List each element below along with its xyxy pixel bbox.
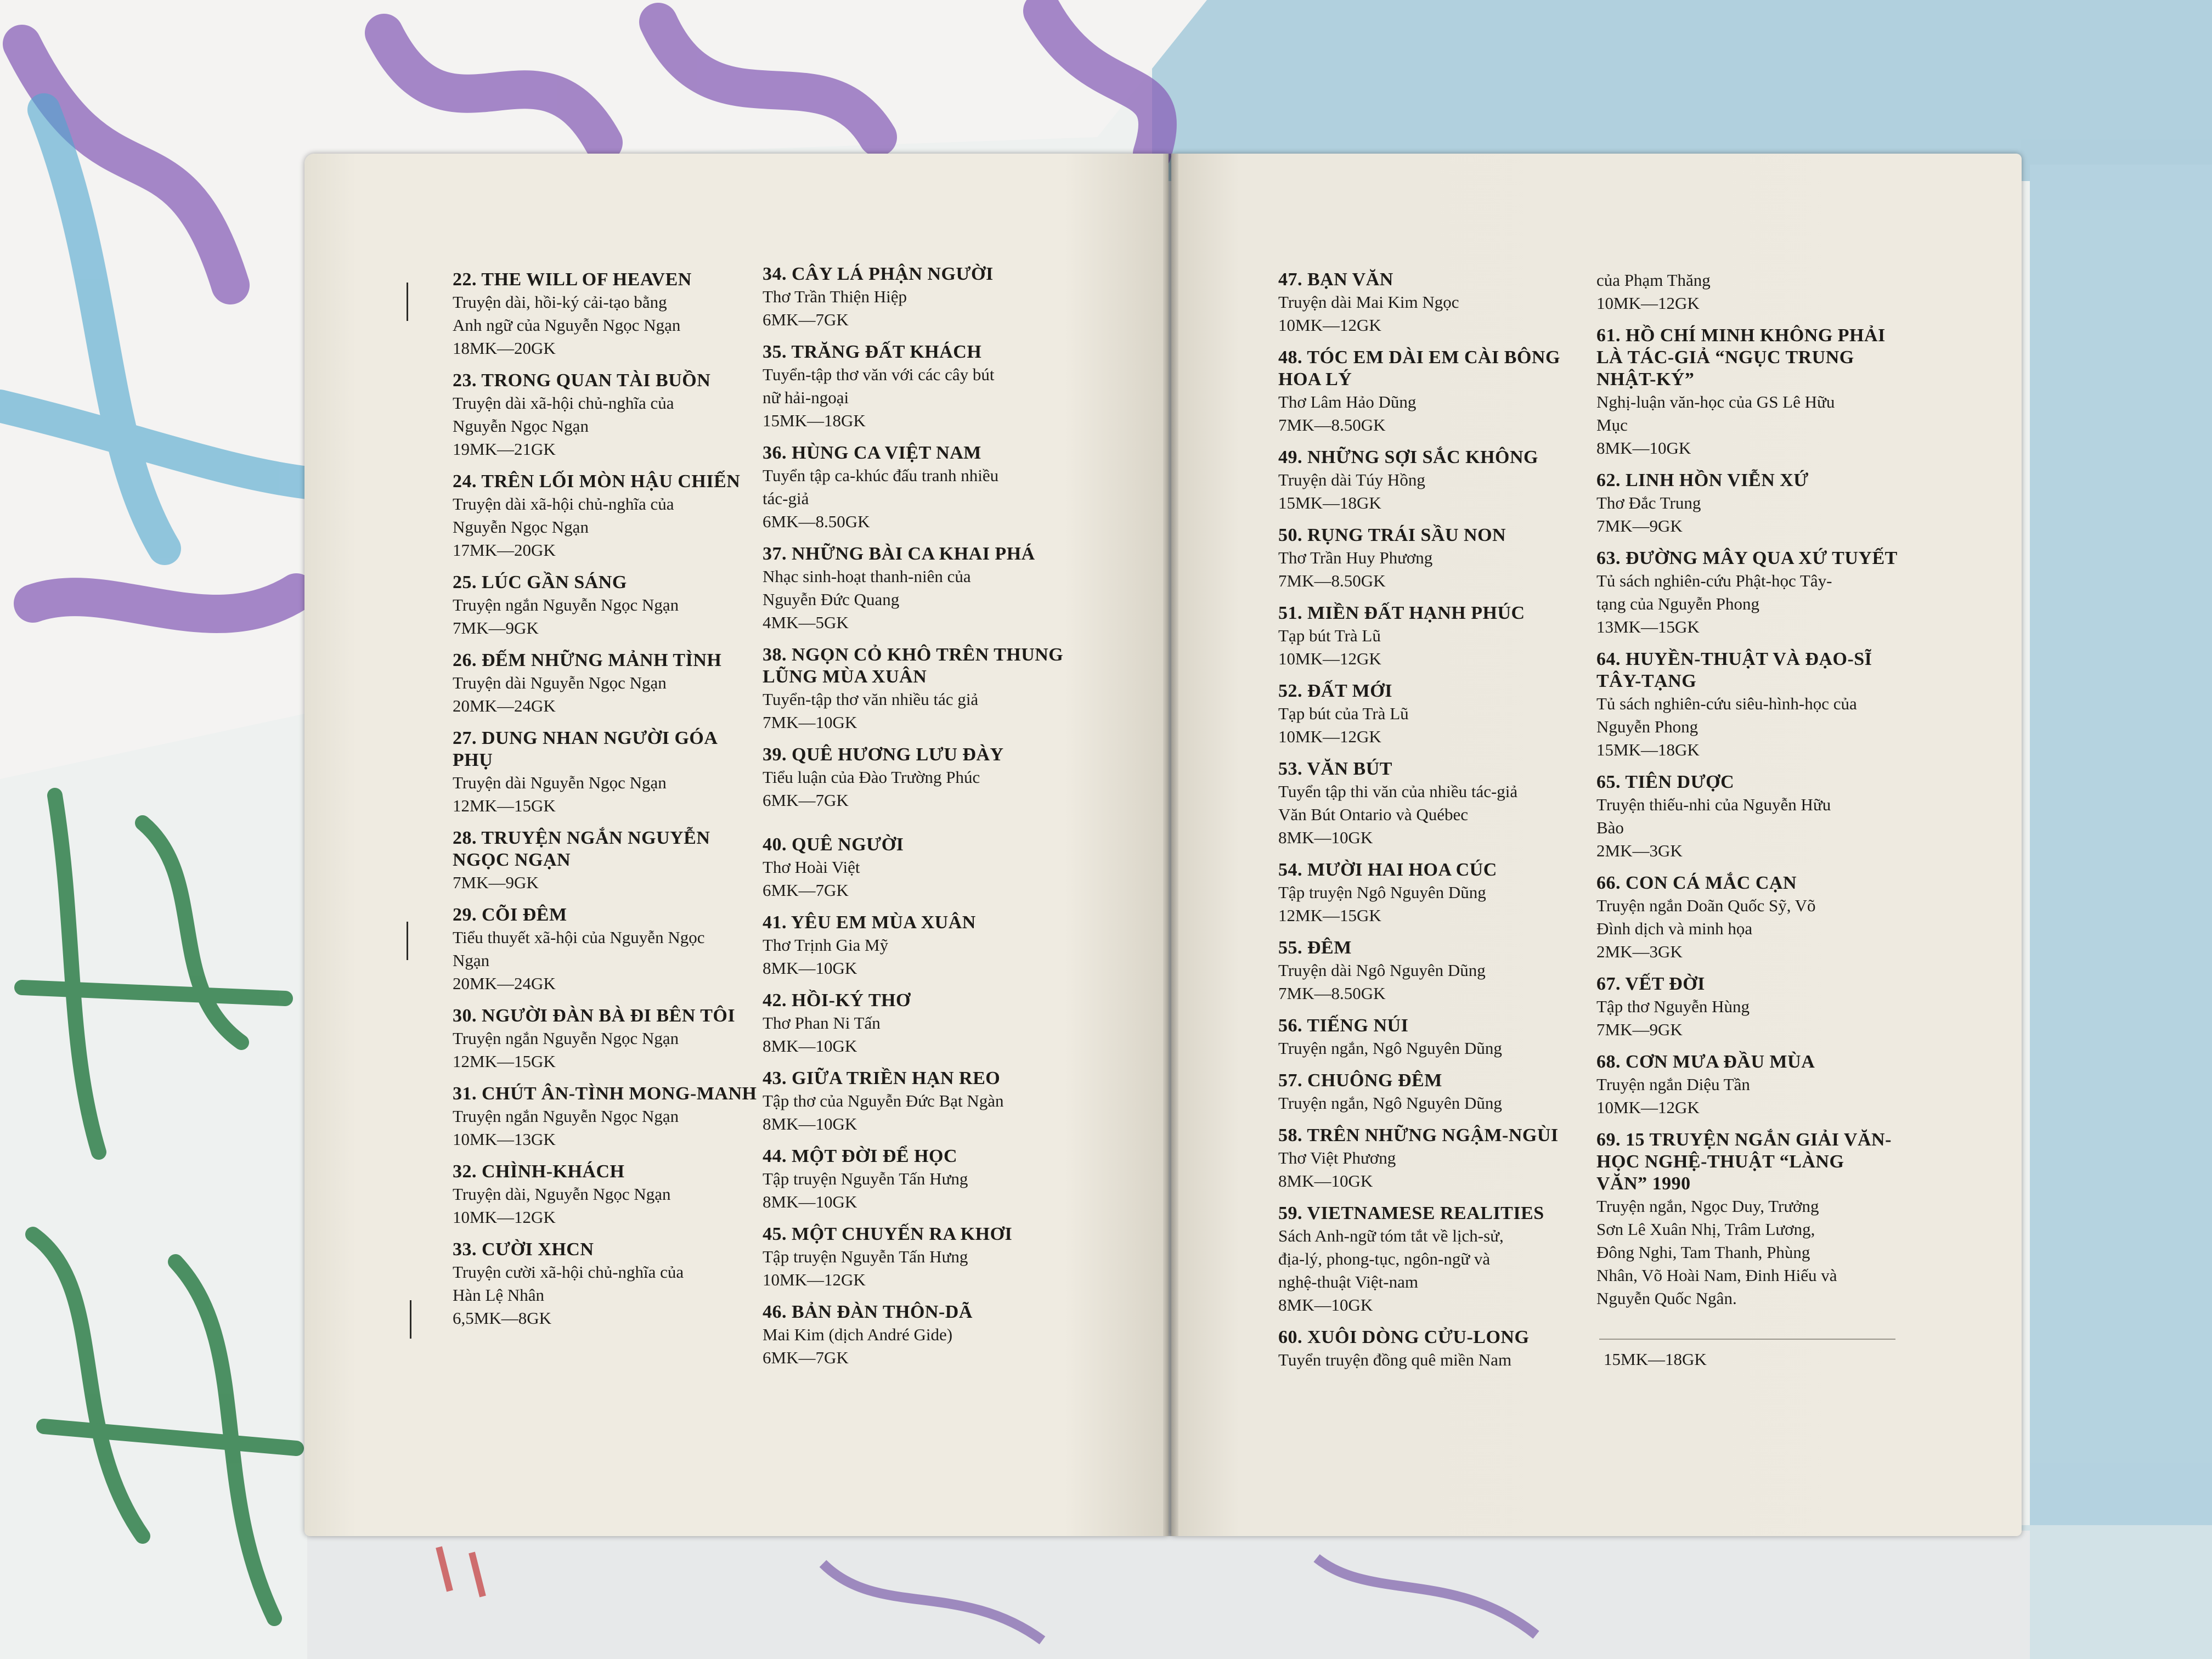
catalog-entry — [1278, 1125, 1585, 1193]
entry-price: 7MK—9GK — [453, 618, 539, 637]
catalog-entry — [1596, 1129, 1898, 1310]
entry-description: Tủ sách nghiên-cứu siêu-hình-học của Nguyễn Phong — [1596, 694, 1857, 736]
catalog-entry — [1596, 1051, 1898, 1119]
divider-rule — [1599, 1339, 1895, 1340]
entry-title: 50. RỤNG TRÁI SẦU NON — [1278, 525, 1506, 545]
entry-price: 13MK—15GK — [1596, 617, 1700, 636]
catalog-entry — [453, 727, 760, 817]
entry-price: 6,5MK—8GK — [453, 1308, 551, 1328]
margin-mark — [407, 922, 408, 960]
entry-price: 7MK—9GK — [453, 873, 539, 892]
entry-price: 10MK—12GK — [763, 1270, 866, 1289]
entry-description: Truyện dài xã-hội chủ-nghĩa của Nguyễn Ngọc Ngạn — [453, 494, 674, 537]
entry-price: 12MK—15GK — [1278, 906, 1381, 925]
catalog-entry — [1278, 602, 1585, 670]
entry-price: 7MK—9GK — [1596, 1020, 1683, 1039]
entry-title: 68. CƠN MƯA ĐẦU MÙA — [1596, 1052, 1815, 1072]
entry-price: 17MK—20GK — [453, 540, 556, 560]
entry-title: 61. HỒ CHÍ MINH KHÔNG PHẢI LÀ TÁC-GIẢ “NGỤC TRUNG NHẬT-KÝ” — [1596, 325, 1886, 390]
entry-title: 32. CHÌNH-KHÁCH — [453, 1161, 625, 1182]
entry-price: 10MK—12GK — [453, 1207, 556, 1227]
entry-price: 10MK—12GK — [1278, 649, 1381, 668]
entry-title: 54. MƯỜI HAI HOA CÚC — [1278, 860, 1497, 880]
entry-description: Truyện dài xã-hội chủ-nghĩa của Nguyễn Ngọc Ngạn — [453, 393, 674, 436]
entry-price: 15MK—18GK — [1596, 740, 1700, 759]
entry-title: 60. XUÔI DÒNG CỬU-LONG — [1278, 1327, 1530, 1347]
entry-title: 49. NHỮNG SỢI SẮC KHÔNG — [1278, 447, 1539, 467]
entry-title: 65. TIÊN DƯỢC — [1596, 772, 1735, 792]
entry-description: Tập truyện Nguyễn Tấn Hưng — [763, 1247, 968, 1266]
entry-price: 8MK—10GK — [1278, 1171, 1373, 1190]
entry-price: 18MK—20GK — [453, 338, 556, 358]
catalog-column-2 — [763, 263, 1081, 1379]
entry-description: Truyện ngắn Nguyễn Ngọc Ngạn — [453, 595, 679, 614]
catalog-entry — [1278, 1015, 1585, 1060]
catalog-entry — [763, 1146, 1081, 1214]
entry-title: 33. CƯỜI XHCN — [453, 1239, 594, 1260]
entry-title: 59. VIETNAMESE REALITIES — [1278, 1203, 1544, 1223]
catalog-entry — [763, 1301, 1081, 1369]
catalog-entry — [453, 1083, 760, 1151]
entry-title: 56. TIẾNG NÚI — [1278, 1015, 1409, 1036]
catalog-entry — [1278, 447, 1585, 515]
entry-title: 24. TRÊN LỐI MÒN HẬU CHIẾN — [453, 471, 741, 492]
entry-title: 47. BẠN VĂN — [1278, 269, 1393, 290]
entry-title: 53. VĂN BÚT — [1278, 759, 1392, 779]
catalog-column-4 — [1596, 269, 1898, 1320]
entry-description: Tuyển-tập thơ văn nhiều tác giả — [763, 690, 979, 709]
entry-description: Tập truyện Nguyễn Tấn Hưng — [763, 1169, 968, 1188]
entry-title: 55. ĐÊM — [1278, 938, 1352, 958]
entry-price: 8MK—10GK — [763, 1114, 857, 1133]
entry-price: 8MK—10GK — [1278, 1295, 1373, 1314]
entry-price: 7MK—8.50GK — [1278, 571, 1386, 590]
catalog-entry — [1596, 771, 1898, 862]
entry-price: 20MK—24GK — [453, 696, 556, 715]
catalog-entry — [763, 990, 1081, 1058]
entry-price: 4MK—5GK — [763, 613, 849, 632]
entry-description: Truyện ngắn, Ngô Nguyên Dũng — [1278, 1093, 1502, 1113]
catalog-entry — [453, 370, 760, 461]
entry-price: 6MK—8.50GK — [763, 512, 870, 531]
entry-title: 69. 15 TRUYỆN NGẮN GIẢI VĂN-HỌC NGHỆ-THUẬT “LÀNG VĂN” 1990 — [1596, 1130, 1892, 1194]
entry-title: 39. QUÊ HƯƠNG LƯU ĐÀY — [763, 744, 1004, 765]
entry-price: 19MK—21GK — [453, 439, 556, 459]
entry-description: Truyện ngắn Doãn Quốc Sỹ, Võ Đình dịch và minh họa — [1596, 896, 1816, 938]
catalog-entry — [1278, 859, 1585, 927]
entry-title: 40. QUÊ NGƯỜI — [763, 834, 904, 855]
entry-price: 15MK—18GK — [763, 411, 866, 430]
entry-title: 48. TÓC EM DÀI EM CÀI BÔNG HOA LÝ — [1278, 347, 1560, 390]
catalog-entry — [1278, 347, 1585, 437]
entry-description: Truyện dài Nguyễn Ngọc Ngạn — [453, 773, 667, 792]
entry-price: 8MK—10GK — [763, 1192, 857, 1211]
entry-description: Tập truyện Ngô Nguyên Dũng — [1278, 883, 1486, 902]
entry-description: Truyện ngắn, Ngọc Duy, Trưởng Sơn Lê Xuân Nhị, Trâm Lương, Đông Nghi, Tam Thanh, Phùng Nhân, Võ Hoài Nam, Đinh Hiếu và Nguyễn Quốc Ngân. — [1596, 1197, 1837, 1308]
entry-title: 52. ĐẤT MỚI — [1278, 681, 1392, 701]
entry-price: 2MK—3GK — [1596, 841, 1683, 860]
catalog-entry — [763, 834, 1081, 902]
entry-title: 64. HUYỀN-THUẬT VÀ ĐẠO-SĨ TÂY-TẠNG — [1596, 649, 1872, 691]
entry-price: 2MK—3GK — [1596, 942, 1683, 961]
catalog-entry — [763, 442, 1081, 533]
book-gutter — [1163, 154, 1178, 1536]
catalog-entry — [1596, 325, 1898, 460]
catalog-entry — [453, 269, 760, 360]
entry-description: Truyện dài Túy Hồng — [1278, 470, 1425, 489]
entry-title: 57. CHUÔNG ĐÊM — [1278, 1070, 1442, 1091]
entry-title: 23. TRONG QUAN TÀI BUỒN — [453, 370, 711, 391]
entry-description: Nhạc sinh-hoạt thanh-niên của Nguyễn Đức Quang — [763, 567, 971, 609]
entry-description: Thơ Trịnh Gia Mỹ — [763, 935, 889, 955]
catalog-entry — [453, 471, 760, 562]
entry-description: Sách Anh-ngữ tóm tắt về lịch-sử, địa-lý, phong-tục, ngôn-ngữ và nghệ-thuật Việt-nam — [1278, 1226, 1504, 1291]
entry-description: Tuyển tập thi văn của nhiều tác-giả Văn Bút Ontario và Québec — [1278, 782, 1518, 824]
catalog-entry — [763, 543, 1081, 634]
entry-description: Tạp bút của Trà Lũ — [1278, 704, 1409, 723]
margin-mark — [410, 1300, 411, 1339]
entry-description: Tập thơ Nguyễn Hùng — [1596, 997, 1750, 1016]
catalog-entry — [763, 912, 1081, 980]
entry-description: Thơ Đắc Trung — [1596, 493, 1701, 512]
entry-description: Tiểu luận của Đào Trường Phúc — [763, 768, 980, 787]
catalog-entry — [453, 1005, 760, 1073]
entry-title: 67. VẾT ĐỜI — [1596, 974, 1705, 994]
entry-description: Thơ Phan Ni Tấn — [763, 1013, 881, 1032]
catalog-entry — [1596, 973, 1898, 1041]
entry-title: 25. LÚC GẦN SÁNG — [453, 572, 627, 592]
catalog-entry — [1278, 1203, 1585, 1317]
entry-description: Thơ Lâm Hảo Dũng — [1278, 392, 1417, 411]
entry-title: 29. CÕI ĐÊM — [453, 905, 567, 925]
entry-title: 22. THE WILL OF HEAVEN — [453, 269, 692, 290]
entry-price: 8MK—10GK — [763, 958, 857, 978]
catalog-column-3 — [1278, 269, 1585, 1381]
entry-title: 36. HÙNG CA VIỆT NAM — [763, 443, 981, 463]
entry-description: Truyện dài Nguyễn Ngọc Ngạn — [453, 673, 667, 692]
entry-description: Thơ Việt Phương — [1278, 1148, 1396, 1167]
entry-price: 8MK—10GK — [763, 1036, 857, 1056]
entry-description: Truyện thiếu-nhi của Nguyễn Hữu Bào — [1596, 795, 1831, 837]
entry-price: 8MK—10GK — [1596, 438, 1691, 458]
catalog-entry — [1278, 758, 1585, 849]
entry-title: 44. MỘT ĐỜI ĐỂ HỌC — [763, 1146, 958, 1166]
entry-price: 6MK—7GK — [763, 1348, 849, 1367]
entry-price: 10MK—12GK — [1596, 294, 1700, 313]
entry-description: Thơ Trần Thiện Hiệp — [763, 287, 907, 306]
entry-price: 7MK—9GK — [1596, 516, 1683, 535]
entry-price: 6MK—7GK — [763, 310, 849, 329]
catalog-entry — [763, 263, 1081, 331]
margin-mark — [407, 283, 408, 321]
entry-description: Nghị-luận văn-học của GS Lê Hữu Mục — [1596, 392, 1835, 435]
entry-description: Truyện dài Mai Kim Ngọc — [1278, 292, 1459, 312]
catalog-entry — [453, 827, 760, 894]
entry-price: 15MK—18GK — [1604, 1350, 1707, 1369]
catalog-entry — [1278, 680, 1585, 748]
entry-description: Tập thơ của Nguyễn Đức Bạt Ngàn — [763, 1091, 1004, 1110]
catalog-entry — [763, 1223, 1081, 1291]
catalog-column-1 — [453, 269, 760, 1340]
entry-description: Tuyển tập ca-khúc đấu tranh nhiều tác-giả — [763, 466, 999, 508]
catalog-entry — [1278, 937, 1585, 1005]
entry-description: Truyện ngắn Nguyễn Ngọc Ngạn — [453, 1029, 679, 1048]
entry-title: 38. NGỌN CỎ KHÔ TRÊN THUNG LŨNG MÙA XUÂN — [763, 645, 1064, 687]
entry-title: 26. ĐẾM NHỮNG MẢNH TÌNH — [453, 650, 722, 670]
catalog-entry — [1596, 470, 1898, 538]
catalog-entry — [1596, 548, 1898, 639]
catalog-entry — [1278, 1070, 1585, 1115]
catalog-entry — [1596, 648, 1898, 761]
catalog-entry — [1596, 269, 1898, 315]
entry-description: Truyện ngắn Nguyễn Ngọc Ngạn — [453, 1107, 679, 1126]
entry-description: Tuyển-tập thơ văn với các cây bút nữ hải-ngoại — [763, 365, 995, 407]
entry-description: Truyện dài Ngô Nguyên Dũng — [1278, 961, 1486, 980]
entry-title: 45. MỘT CHUYẾN RA KHƠI — [763, 1224, 1013, 1244]
catalog-entry — [453, 1239, 760, 1330]
entry-description: của Phạm Thăng — [1596, 270, 1711, 290]
entry-description: Truyện dài, Nguyễn Ngọc Ngạn — [453, 1184, 671, 1204]
entry-description: Tiểu thuyết xã-hội của Nguyễn Ngọc Ngạn — [453, 928, 705, 970]
entry-price: 7MK—10GK — [763, 713, 857, 732]
entry-title: 66. CON CÁ MẮC CẠN — [1596, 873, 1797, 893]
entry-price: 10MK—12GK — [1278, 315, 1381, 335]
entry-price: 8MK—10GK — [1278, 828, 1373, 847]
entry-description: Mai Kim (dịch André Gide) — [763, 1325, 953, 1344]
entry-description: Tuyển truyện đồng quê miền Nam — [1278, 1350, 1512, 1369]
catalog-entry — [453, 650, 760, 718]
entry-price: 6MK—7GK — [763, 881, 849, 900]
entry-title: 30. NGƯỜI ĐÀN BÀ ĐI BÊN TÔI — [453, 1006, 736, 1026]
catalog-entry — [1596, 872, 1898, 963]
entry-title: 27. DUNG NHAN NGƯỜI GÓA PHỤ — [453, 728, 717, 770]
entry-price: 7MK—8.50GK — [1278, 415, 1386, 435]
entry-title: 46. BẢN ĐÀN THÔN-DÃ — [763, 1302, 973, 1322]
entry-price: 10MK—12GK — [1596, 1098, 1700, 1117]
open-book — [304, 154, 2022, 1536]
entry-description: Tạp bút Trà Lũ — [1278, 626, 1381, 645]
entry-description: Thơ Hoài Việt — [763, 857, 860, 877]
entry-price: 7MK—8.50GK — [1278, 984, 1386, 1003]
entry-price: 12MK—15GK — [453, 796, 556, 815]
entry-title: 28. TRUYỆN NGẮN NGUYỄN NGỌC NGẠN — [453, 828, 710, 870]
entry-price: 15MK—18GK — [1278, 493, 1381, 512]
entry-title: 34. CÂY LÁ PHẬN NGƯỜI — [763, 264, 994, 284]
entry-description: Tủ sách nghiên-cứu Phật-học Tây- tạng của Nguyễn Phong — [1596, 571, 1832, 613]
entry-title: 43. GIỮA TRIỀN HẠN REO — [763, 1068, 1001, 1088]
entry-description: Thơ Trần Huy Phương — [1278, 548, 1433, 567]
entry-title: 51. MIỀN ĐẤT HẠNH PHÚC — [1278, 603, 1525, 623]
entry-title: 37. NHỮNG BÀI CA KHAI PHÁ — [763, 544, 1035, 564]
catalog-entry — [1278, 524, 1585, 592]
entry-price: 12MK—15GK — [453, 1052, 556, 1071]
entry-price: 10MK—13GK — [453, 1130, 556, 1149]
catalog-entry — [763, 644, 1081, 734]
entry-title: 41. YÊU EM MÙA XUÂN — [763, 912, 976, 933]
catalog-entry — [763, 744, 1081, 812]
entry-price: 20MK—24GK — [453, 974, 556, 993]
entry-price: 10MK—12GK — [1278, 727, 1381, 746]
catalog-entry — [453, 572, 760, 640]
catalog-entry — [453, 1161, 760, 1229]
entry-description: Truyện ngắn Diệu Tần — [1596, 1075, 1750, 1094]
catalog-entry — [763, 1068, 1081, 1136]
entry-title: 35. TRĂNG ĐẤT KHÁCH — [763, 342, 982, 362]
entry-title: 31. CHÚT ÂN-TÌNH MONG-MANH — [453, 1084, 757, 1104]
entry-description: Truyện ngắn, Ngô Nguyên Dũng — [1278, 1039, 1502, 1058]
catalog-entry — [763, 341, 1081, 432]
entry-price: 6MK—7GK — [763, 791, 849, 810]
entry-description: Truyện cười xã-hội chủ-nghĩa của Hàn Lệ Nhân — [453, 1262, 684, 1305]
entry-title: 63. ĐƯỜNG MÂY QUA XỨ TUYẾT — [1596, 548, 1898, 568]
entry-title: 58. TRÊN NHỮNG NGẬM-NGÙI — [1278, 1125, 1559, 1146]
entry-description: Truyện dài, hồi-ký cải-tạo bằng Anh ngữ của Nguyễn Ngọc Ngạn — [453, 292, 681, 335]
catalog-entry — [453, 904, 760, 995]
entry-title: 62. LINH HỒN VIỄN XỨ — [1596, 470, 1809, 490]
entry-title: 42. HỒI-KÝ THƠ — [763, 990, 911, 1011]
catalog-entry — [1278, 1327, 1585, 1372]
catalog-entry — [1278, 269, 1585, 337]
